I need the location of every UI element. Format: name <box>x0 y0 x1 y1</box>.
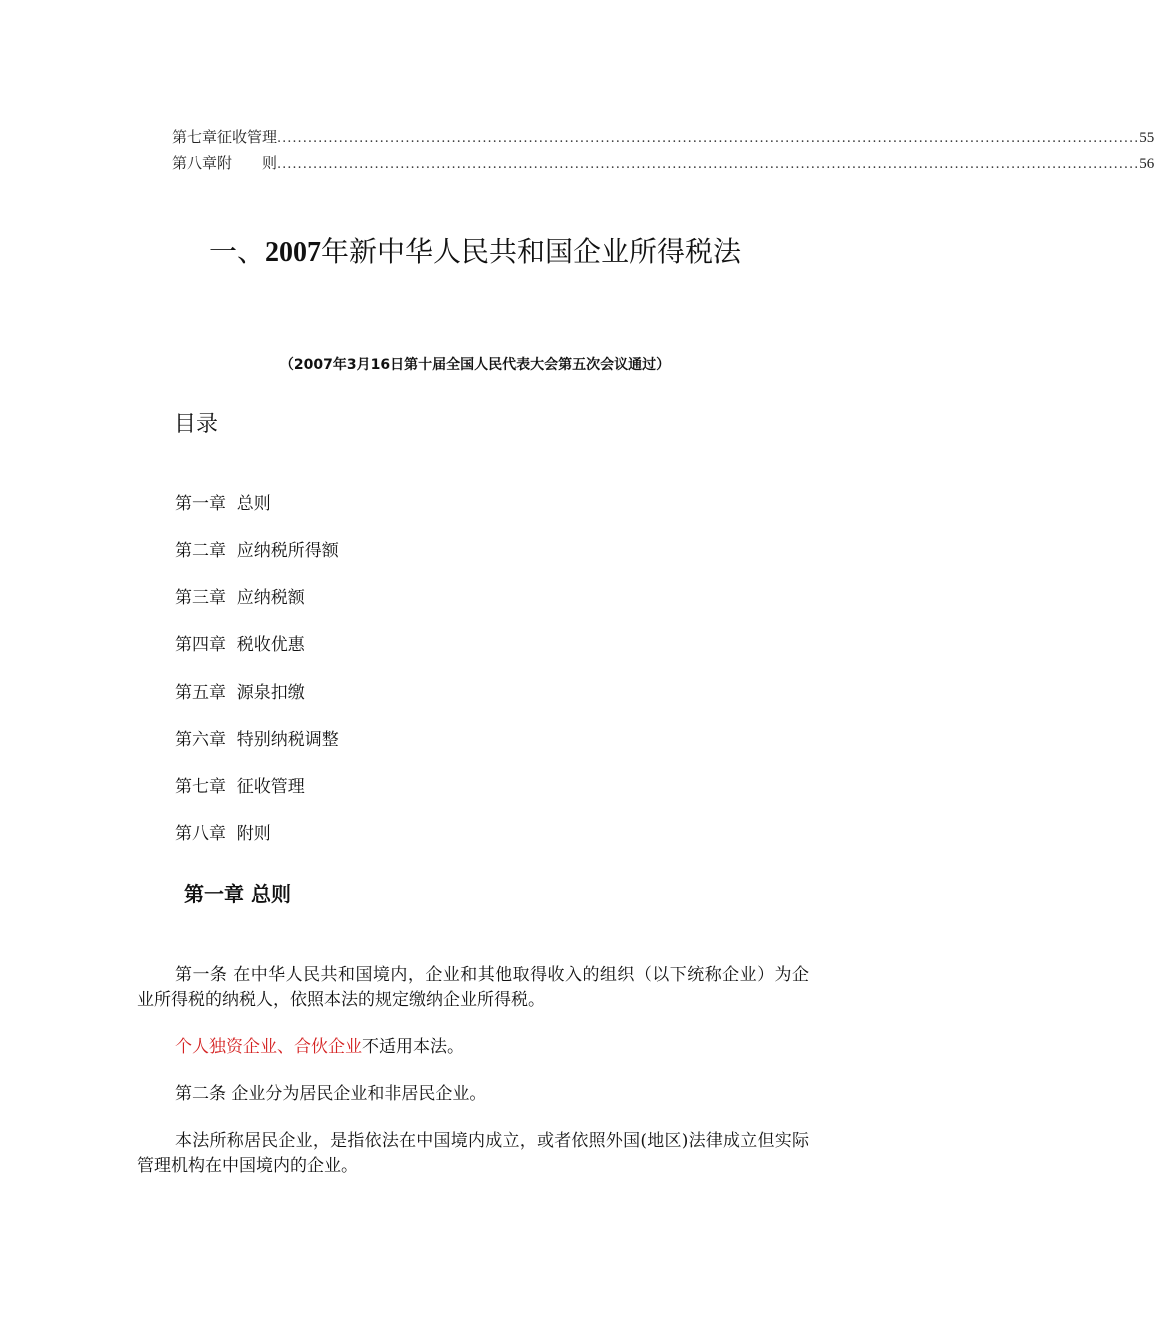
catalog-item: 第四章 税收优惠 <box>175 635 305 655</box>
title-prefix: 一、 <box>208 235 265 268</box>
catalog-item: 第六章 特别纳税调整 <box>175 730 339 750</box>
catalog-item: 第二章 应纳税所得额 <box>175 541 339 561</box>
catalog-item: 第五章 源泉扣缴 <box>175 683 305 703</box>
toc-chapter: 第七章 <box>172 128 218 146</box>
catalog-heading: 目录 <box>174 412 219 437</box>
toc-title: 附 则 <box>217 154 278 172</box>
toc-entry[interactable] <box>172 152 1154 174</box>
catalog-item: 第三章 应纳税额 <box>175 588 305 608</box>
exemption-text: 不适用本法。 <box>362 1037 464 1057</box>
exemption-paragraph <box>137 1035 809 1060</box>
toc-leader-dots: ........................................................................................................................................................................ <box>277 157 1140 172</box>
toc-page-number: 55 <box>1139 130 1154 146</box>
catalog-item: 第一章 总则 <box>175 494 271 514</box>
toc-title: 征收管理 <box>217 128 278 146</box>
article-paragraph: 第二条 企业分为居民企业和非居民企业。 <box>175 1084 487 1104</box>
highlighted-text: 个人独资企业、合伙企业 <box>175 1037 362 1057</box>
catalog-item: 第七章 征收管理 <box>175 777 305 797</box>
toc-entry[interactable] <box>172 126 1154 148</box>
title-suffix: 年新中华人民共和国企业所得税法 <box>321 235 742 268</box>
chapter-heading: 第一章 总则 <box>184 882 291 906</box>
toc-leader-dots: ........................................................................................................................................................................ <box>277 131 1140 146</box>
article-paragraph: 第一条 在中华人民共和国境内，企业和其他取得收入的组织（以下统称企业）为企业所得税的纳税人，依照本法的规定缴纳企业所得税。 <box>137 965 809 1010</box>
catalog-item: 第八章 附则 <box>175 824 271 844</box>
article-paragraph: 本法所称居民企业，是指依法在中国境内成立，或者依照外国(地区)法律成立但实际管理机构在中国境内的企业。 <box>137 1131 809 1176</box>
toc-page-number: 56 <box>1139 156 1154 172</box>
title-year: 2007 <box>265 237 321 268</box>
document-title <box>0 230 950 275</box>
toc-chapter: 第八章 <box>172 154 218 172</box>
document-subtitle: （2007年3月16日第十届全国人民代表大会第五次会议通过） <box>279 357 671 373</box>
